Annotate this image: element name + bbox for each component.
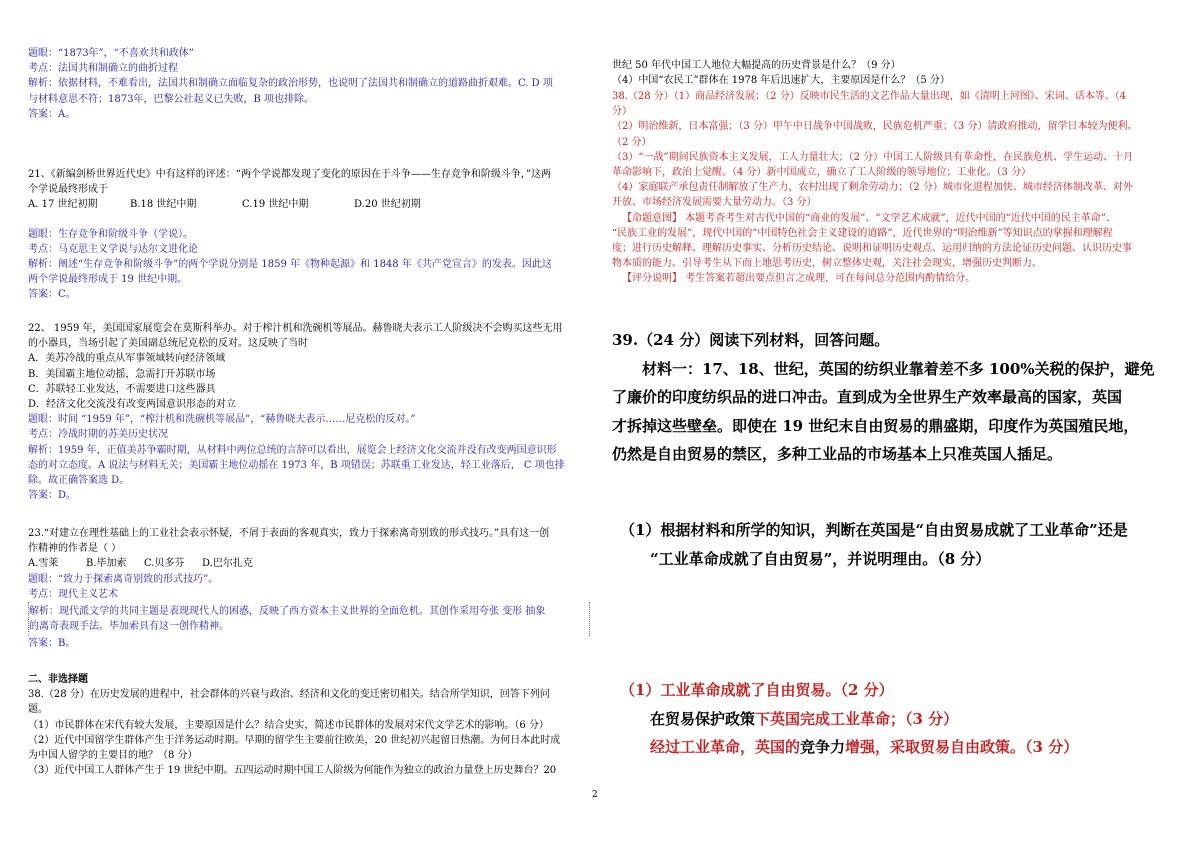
question-stem: 的小器具，当场引起了美国副总统尼克松的反对。这反映了当时 [28, 338, 308, 350]
answer-line: （4）家庭联产承包责任制解放了生产力，农村出现了剩余劳动力；（2 分）城市化进程加快、城市经济体制改革、对外 [612, 182, 1133, 194]
option-c: C．苏联轻工业发达，不需要进口这些器具 [28, 383, 216, 395]
answer-line: （3）“一战”期间民族资本主义发展，工人力量壮大；（2 分）中国工人阶级具有革命性，在民族危机、学生运动、十月 [612, 151, 1134, 163]
option-c: C.19 世纪中期 [242, 199, 309, 211]
question-39-answer [612, 676, 1184, 762]
question-line: “工业革命成就了自由贸易”，并说明理由。（8 分） [650, 549, 991, 568]
options-row [28, 556, 590, 571]
topic-line: 题眼：时间 “1959 年”，“榨汁机和洗碗机等展品”，“赫鲁晓夫表示……尼克松的反对。” [28, 414, 416, 426]
question-line: （1）根据材料和所学的知识，判断在英国是“自由贸易成就了工业革命”还是 [620, 521, 1128, 539]
answer-line: 答案：C。 [28, 289, 76, 301]
analysis-line: 与材料意思不符；1873年，巴黎公社起义已失败，B 项也排除。 [28, 93, 314, 105]
question-38-stem: 38.（28 分）在历史发展的进程中，社会群体的兴衰与政治、经济和文化的变迁密切相关。结合所学知识，回答下列问 [28, 689, 550, 701]
answer-line [612, 733, 1184, 762]
question-39 [612, 326, 1184, 469]
answer-fragment: 在贸易保护政策 [650, 709, 756, 728]
option-a: A. 17 世纪初期 [28, 199, 98, 211]
answer-line [612, 705, 1184, 734]
topic-line: 题眼：“1873年”，“不喜欢共和政体” [28, 48, 194, 59]
question-21 [28, 167, 590, 303]
question-stem: 个学说最终形成于 [28, 184, 108, 196]
answer-line: 分） [612, 106, 632, 118]
intent-line: “民族工业的发展”，现代中国的“中国特色社会主义建设的道路”，近代世界的“明治维新”等知识点的掌握和理解程 [612, 227, 1113, 239]
analysis-line: 解析：依据材料，不难看出，法国共和制确立面临复杂的政治形势，也说明了法国共和制确立的道路曲折艰难。C. D 项 [28, 78, 553, 90]
answer-line: （2 分） [612, 136, 652, 148]
question-stem: 23.“对建立在理性基础上的工业社会表示怀疑，不屑于表面的客观真实，致力于探索离奇别致的形式技巧。”具有这一创 [28, 528, 550, 539]
option-c: C.贝多芬 [144, 558, 185, 570]
point-line: 考点：冷战时期的苏美历史状况 [28, 429, 168, 441]
section-nonchoice [28, 672, 590, 778]
intent-line: 度；进行历史解释、理解历史事实、分析历史结论、说明和证明历史观点、运用归纳的方法论证历史问题、认识历史事 [612, 243, 1132, 255]
answer-line: 开放、市场经济发展需要大量劳动力。（3 分） [612, 197, 817, 209]
analysis-line: 态的对立态度。A 说法与材料无关；美国霸主地位动摇在 1973 年，B 项错误；苏联重工业发达，轻工业落后， C 项也排 [28, 459, 565, 471]
question-38-part: （2）近代中国留学生群体产生于洋务运动时期。早期的留学生主要前往欧美，20 世纪初兴起留日热潮。为何日本此时成 [28, 734, 561, 746]
answer-line: 革命影响下，政治上觉醒。（4 分）新中国成立，确立了工人阶级的领导地位；工业化。（3 分） [612, 167, 1032, 179]
scoring-note: 【评分说明】 考生答案若超出要点但言之成理，可在每问总分范围内酌情给分。 [622, 273, 976, 285]
answer-line: 答案：B。 [28, 638, 76, 650]
question-stem: 21、《新编剑桥世界近代史》中有这样的评述：“两个学说都发现了变化的原因在于斗争——生存竞争和阶级斗争，”这两 [28, 169, 551, 180]
question-stem: 作精神的作者是（ ） [28, 543, 122, 555]
material-line: 材料一：17、18、世纪，英国的纺织业靠着差不多 100%关税的保护，避免 [642, 359, 1155, 378]
analysis-box [28, 602, 590, 636]
topic-line: 题眼：生存竞争和阶级斗争（学说）。 [28, 228, 193, 240]
point-line: 考点：现代主义艺术 [28, 588, 118, 600]
answer-fragment: 增强，采取贸易自由政策。（3 分） [845, 738, 1079, 756]
option-b: B.毕加索 [86, 558, 127, 570]
question-38-part: （4）中国“农民工”群体在 1978 年后迅速扩大，主要原因是什么？（5 分） [612, 75, 950, 87]
question-38-part: （1）市民群体在宋代有较大发展，主要原因是什么？结合史实，简述市民群体的发展对宋代文学艺术的影响。（6 分） [28, 719, 549, 731]
analysis-line: 解析：现代派文学的共同主题是表现现代人的困惑，反映了西方资本主义世界的全面危机。其创作采用夸张 变形 抽象 [29, 606, 546, 618]
option-d: D.20 世纪初期 [354, 199, 421, 211]
answer-line: 答案：D。 [28, 490, 77, 502]
question-38-answer [612, 89, 1184, 287]
option-b: B．美国霸主地位动摇，急需打开苏联市场 [28, 368, 216, 380]
answer-line: 答案：A。 [28, 108, 76, 120]
question-22 [28, 321, 590, 503]
question-38-part: 世纪 50 年代中国工人地位大幅提高的历史背景是什么？（9 分） [612, 60, 901, 71]
option-d: D．经济文化交流没有改变两国意识形态的对立 [28, 399, 237, 411]
answer-fragment: 经过工业革命，英国的 [650, 738, 801, 756]
material-line: 仍然是自由贸易的禁区，多种工业品的市场基本上只准英国人插足。 [612, 445, 1063, 463]
answer-fragment: 竞争力 [800, 738, 846, 756]
analysis-line: 两个学说最终形成于 19 世纪中期。 [28, 274, 188, 286]
question-39-title: 39.（24 分）阅读下列材料，回答问题。 [612, 331, 890, 349]
question-38-stem: 题。 [28, 704, 48, 716]
option-d: D.巴尔扎克 [202, 558, 253, 570]
question-38-part: 为中国人留学的主要目的地？（8 分） [28, 750, 198, 762]
question-39-part-1 [612, 516, 1184, 573]
analysis-line: 的离奇表现手法。毕加索具有这一创作精神。 [29, 621, 229, 633]
option-a: A.雪莱 [28, 558, 59, 570]
topic-line: 题眼：“致力于探索离奇别致的形式技巧”。 [28, 573, 219, 585]
material-line: 才拆掉这些壁垒。即使在 19 世纪末自由贸易的鼎盛期，印度作为英国殖民地， [612, 416, 1139, 435]
options-row [28, 197, 590, 212]
question-38-continued [612, 58, 1184, 88]
intent-line: 【命题意图】 本题考查考生对古代中国的“商业的发展”、“文学艺术成就”，近代中国的“近代中国的民主革命”、 [622, 212, 1116, 224]
option-b: B.18 世纪中期 [130, 199, 197, 211]
answer-fragment: 下英国完成工业革命；（3 分） [755, 709, 959, 728]
point-line: 考点：法国共和制确立的曲折过程 [28, 63, 178, 75]
question-23 [28, 526, 590, 652]
answer-line: （1）工业革命成就了自由贸易。（2 分） [620, 681, 894, 699]
page-number: 2 [592, 790, 598, 800]
analysis-line: 除。故正确答案选 D。 [28, 475, 130, 487]
section-heading: 二、非选择题 [28, 674, 88, 685]
material-line: 了廉价的印度纺织品的进口冲击。直到成为全世界生产效率最高的国家，英国 [612, 388, 1123, 406]
analysis-line: 解析：阐述“生存竞争和阶级斗争”的两个学说分别是 1859 年《物种起源》和 1848 年《共产党宣言》的发表。因此这 [28, 259, 552, 271]
analysis-line: 解析：1959 年，正值美苏争霸时期，从材料中两位总统的言辞可以看出，展览会上经济文化交流并没有改变两国意识形 [28, 444, 557, 456]
question-38-part: （3）近代中国工人群体产生于 19 世纪中期。五四运动时期中国工人阶级为何能作为独立的政治力量登上历史舞台？20 [28, 765, 557, 777]
option-a: A．美苏冷战的重点从军事领域转向经济领域 [28, 353, 226, 365]
answer-line: 38.（28 分）（1）商品经济发展；（2 分）反映市民生活的文艺作品大量出现，如《清明上河图》、宋词、话本等。（4 [612, 91, 1127, 102]
question-20-explanation [28, 46, 590, 122]
answer-line: （2）明治维新，日本富强；（3 分）甲午中日战争中国战败，民族危机严重；（3 分）清政府推动，留学日本较为便利。 [612, 121, 1138, 133]
intent-line: 物本质的能力。引导考生从下而上地思考历史，树立整体史观，关注社会现实，增强历史判断力。 [612, 258, 1042, 270]
point-line: 考点：马克思主义学说与达尔文进化论 [28, 243, 198, 255]
question-stem: 22、 1959 年，美国国家展览会在莫斯科举办。对于榨汁机和洗碗机等展品。赫鲁晓夫表示工人阶级决不会购买这些无用 [28, 323, 563, 334]
